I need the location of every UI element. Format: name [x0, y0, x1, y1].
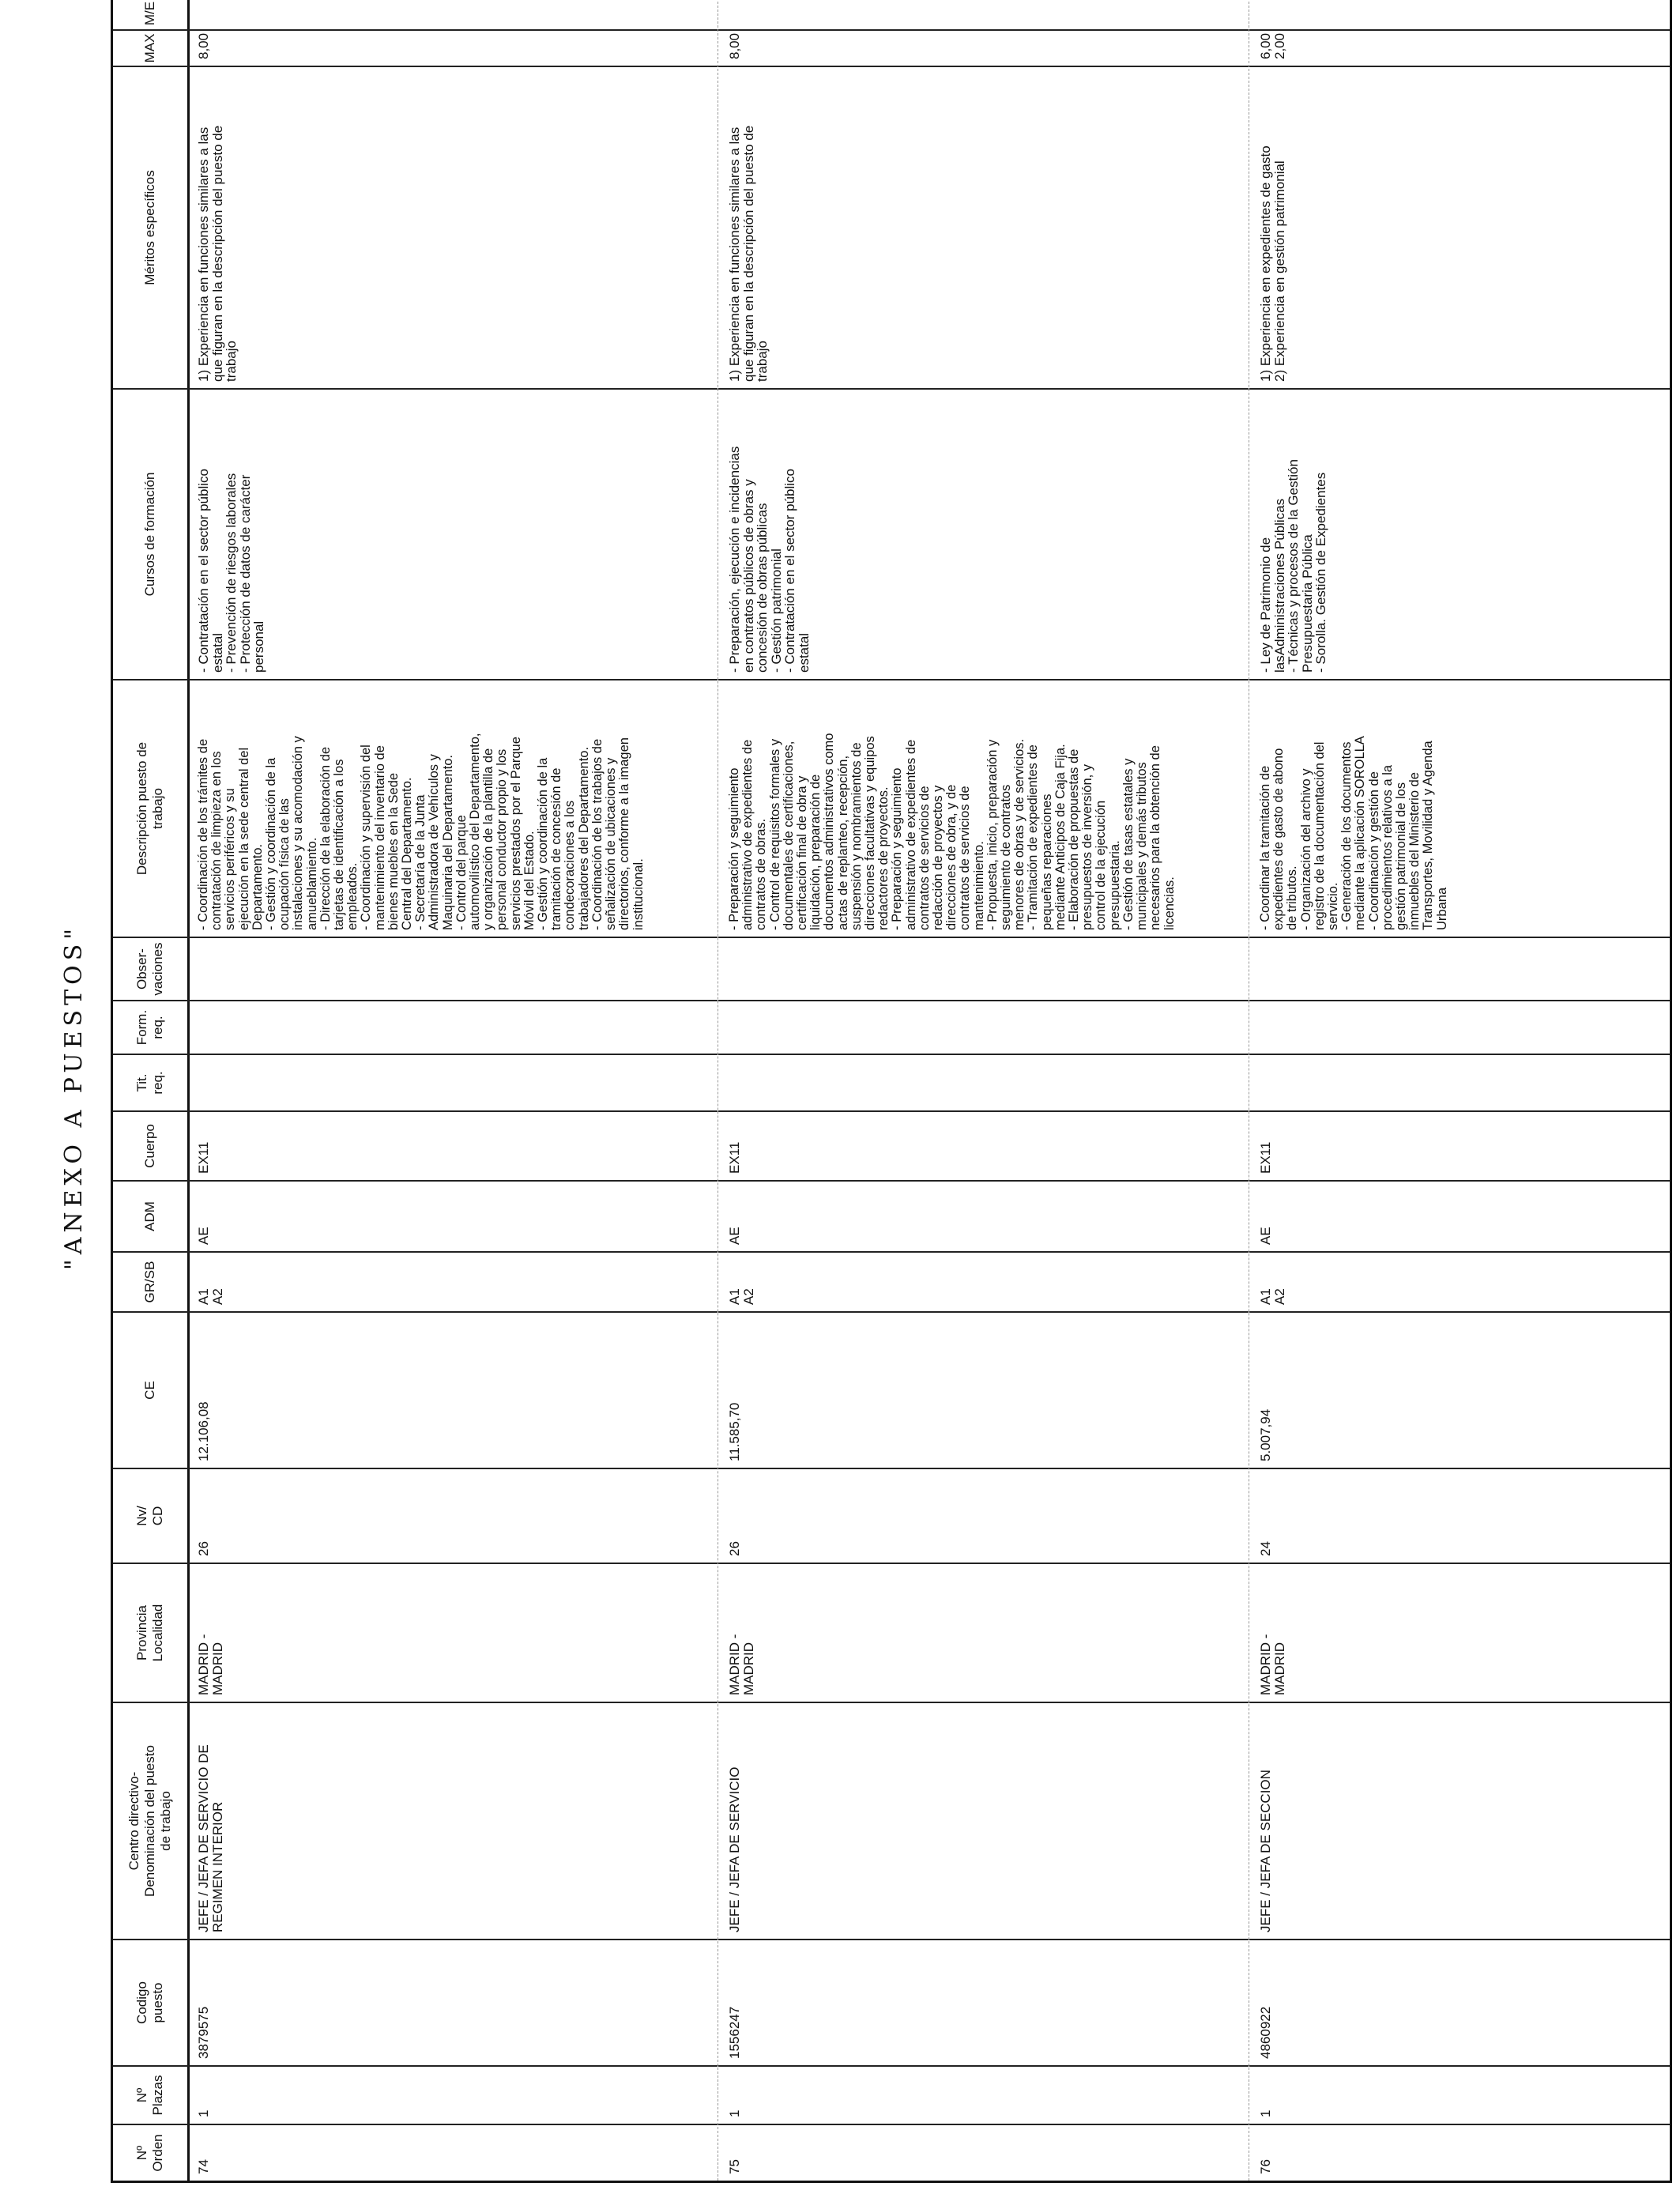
- header-provincia: Provincia Localidad: [113, 1563, 187, 1702]
- cell-form: [1249, 1000, 1670, 1054]
- cell-cuerpo: EX11: [187, 1110, 718, 1180]
- header-obs: Obser- vaciones: [113, 937, 187, 1000]
- cell-cursos: - Preparación, ejecución e incidencias en contratos públicos de obras y concesión de obras públicas - Gestión patrimonial - Contratación en el sector público estatal: [718, 388, 1249, 679]
- header-cursos: Cursos de formación: [113, 388, 187, 679]
- cell-orden: 74: [187, 2124, 718, 2181]
- table-row: [718, 0, 1249, 2181]
- cell-codigo: 3879575: [187, 1939, 718, 2065]
- header-form: Form. req.: [113, 1000, 187, 1054]
- cell-codigo: 1556247: [718, 1939, 1249, 2065]
- cell-form: [718, 1000, 1249, 1054]
- header-max: MAX: [113, 29, 187, 66]
- cell-me: [187, 0, 718, 29]
- cell-cursos: - Ley de Patrimonio de lasAdministraciones Públicas - Técnicas y procesos de la Gestión Presupuestaria Pública - Sorolla. Gestión de Expedientes: [1249, 388, 1670, 679]
- table-row: [1249, 0, 1670, 2181]
- cell-provincia: MADRID - MADRID: [718, 1563, 1249, 1702]
- cell-orden: 76: [1249, 2124, 1670, 2181]
- header-centro: Centro directivo- Denominación del puesto de trabajo: [113, 1702, 187, 1939]
- header-tit: Tit. req.: [113, 1054, 187, 1110]
- table-row: [187, 0, 718, 2181]
- cell-ce: 12.106,08: [187, 1311, 718, 1468]
- header-cuerpo: Cuerpo: [113, 1110, 187, 1180]
- header-meritos: Méritos específicos: [113, 66, 187, 388]
- cell-descripcion: - Coordinar la tramitación de expedientes de gasto de abono de tributos. - Organización del archivo y registro de la documentación del servicio. - Generación de los documentos mediante la aplicación SOROLLA - Coordinación y gestión de procedimientos relativos a la gestión patrimonial de los inmuebles del Ministerio de Transportes, Movilidad y Agenda Urbana: [1249, 679, 1670, 937]
- cell-tit: [187, 1054, 718, 1110]
- cell-codigo: 4860922: [1249, 1939, 1670, 2065]
- cell-plazas: 1: [187, 2065, 718, 2124]
- cell-meritos: 1) Experiencia en funciones similares a las que figuran en la descripción del puesto de trabajo: [187, 66, 718, 388]
- cell-meritos: 1) Experiencia en funciones similares a las que figuran en la descripción del puesto de trabajo: [718, 66, 1249, 388]
- cell-cursos: - Contratación en el sector público estatal - Prevención de riesgos laborales - Protección de datos de carácter personal: [187, 388, 718, 679]
- cell-max: 8,00: [187, 29, 718, 66]
- header-plazas: Nº Plazas: [113, 2065, 187, 2124]
- cell-centro: JEFE / JEFA DE SERVICIO DE REGIMEN INTERIOR: [187, 1702, 718, 1939]
- cell-ce: 11.585,70: [718, 1311, 1249, 1468]
- cell-obs: [1249, 937, 1670, 1000]
- cell-grsb: A1 A2: [718, 1251, 1249, 1311]
- header-adm: ADM: [113, 1180, 187, 1251]
- cell-tit: [1249, 1054, 1670, 1110]
- cell-adm: AE: [1249, 1180, 1670, 1251]
- header-orden: Nº Orden: [113, 2124, 187, 2181]
- table-header: [113, 0, 190, 2181]
- cell-cuerpo: EX11: [718, 1110, 1249, 1180]
- cell-descripcion: - Preparación y seguimiento administrativo de expedientes de contratos de obras. - Control de requisitos formales y documentales de certificaciones, certificación final de obra y liquidación, preparación de documentos administrativos como actas de replanteo, recepción, suspensión y nombramientos de direcciones facultativas y equipos redactores de proyectos. - Preparación y seguimiento administrativo de expedientes de contratos de servicios de redacción de proyectos y direcciones de obra, y de contratos de servicios de mantenimiento. - Propuesta, inicio, preparación y seguimiento de contratos menores de obras y de servicios. - Tramitación de expedientes de pequeñas reparaciones mediante Anticipos de Caja Fija. - Elaboración de propuestas de presupuestos de inversión, y control de la ejecución presupuestaria. - Gestión de tasas estatales y municipales y demás tributos necesarios para la obtención de licencias.: [718, 679, 1249, 937]
- cell-centro: JEFE / JEFA DE SECCION: [1249, 1702, 1670, 1939]
- cell-orden: 75: [718, 2124, 1249, 2181]
- cell-grsb: A1 A2: [187, 1251, 718, 1311]
- cell-provincia: MADRID - MADRID: [187, 1563, 718, 1702]
- cell-max: 8,00: [718, 29, 1249, 66]
- cell-me: [718, 0, 1249, 29]
- cell-obs: [718, 937, 1249, 1000]
- cell-provincia: MADRID - MADRID: [1249, 1563, 1670, 1702]
- cell-form: [187, 1000, 718, 1054]
- cell-grsb: A1 A2: [1249, 1251, 1670, 1311]
- cell-nivel: 26: [718, 1468, 1249, 1563]
- cell-plazas: 1: [718, 2065, 1249, 2124]
- cell-max: 6,00 2,00: [1249, 29, 1670, 66]
- positions-table: [111, 0, 1672, 2183]
- cell-cuerpo: EX11: [1249, 1110, 1670, 1180]
- header-grsb: GR/SB: [113, 1251, 187, 1311]
- cell-meritos: 1) Experiencia en expedientes de gasto 2) Experiencia en gestión patrimonial: [1249, 66, 1670, 388]
- cell-tit: [718, 1054, 1249, 1110]
- cell-nivel: 26: [187, 1468, 718, 1563]
- header-codigo: Codigo puesto: [113, 1939, 187, 2065]
- cell-obs: [187, 937, 718, 1000]
- cell-adm: AE: [187, 1180, 718, 1251]
- header-nivel: Nv/ CD: [113, 1468, 187, 1563]
- cell-adm: AE: [718, 1180, 1249, 1251]
- header-me: M/E: [142, 1, 157, 26]
- header-descripcion: Descripción puesto de trabajo: [113, 679, 187, 937]
- cell-plazas: 1: [1249, 2065, 1670, 2124]
- header-ce: CE: [113, 1311, 187, 1468]
- cell-centro: JEFE / JEFA DE SERVICIO: [718, 1702, 1249, 1939]
- cell-ce: 5.007,94: [1249, 1311, 1670, 1468]
- cell-descripcion: - Coordinación de los trámites de contratación de limpieza en los servicios periféricos y su ejecución en la sede central del Departamento. - Gestión y coordinación de la ocupación física de las instalaciones y su acomodación y amueblamiento. - Dirección de la elaboración de tarjetas de identificación a los empleados. - Coordinación y supervisión del mantenimiento del inventario de bienes muebles en la Sede Central del Departamento. - Secretaría de la Junta Administradora de Vehículos y Maquinaria del Departamento. - Control del parque automovilístico del Departamento, y organización de la plantilla de personal conductor propio y los servicios prestados por el Parque Móvil del Estado. - Gestión y coordinación de la tramitación de concesión de condecoraciones a los trabajadores del Departamento. - Coordinación de los trabajos de señalización de ubicaciones y directorios, conforme a la imagen institucional.: [187, 679, 718, 937]
- cell-nivel: 24: [1249, 1468, 1670, 1563]
- cell-me: [1249, 0, 1670, 29]
- page-title: "ANEXO A PUESTOS": [60, 923, 88, 1271]
